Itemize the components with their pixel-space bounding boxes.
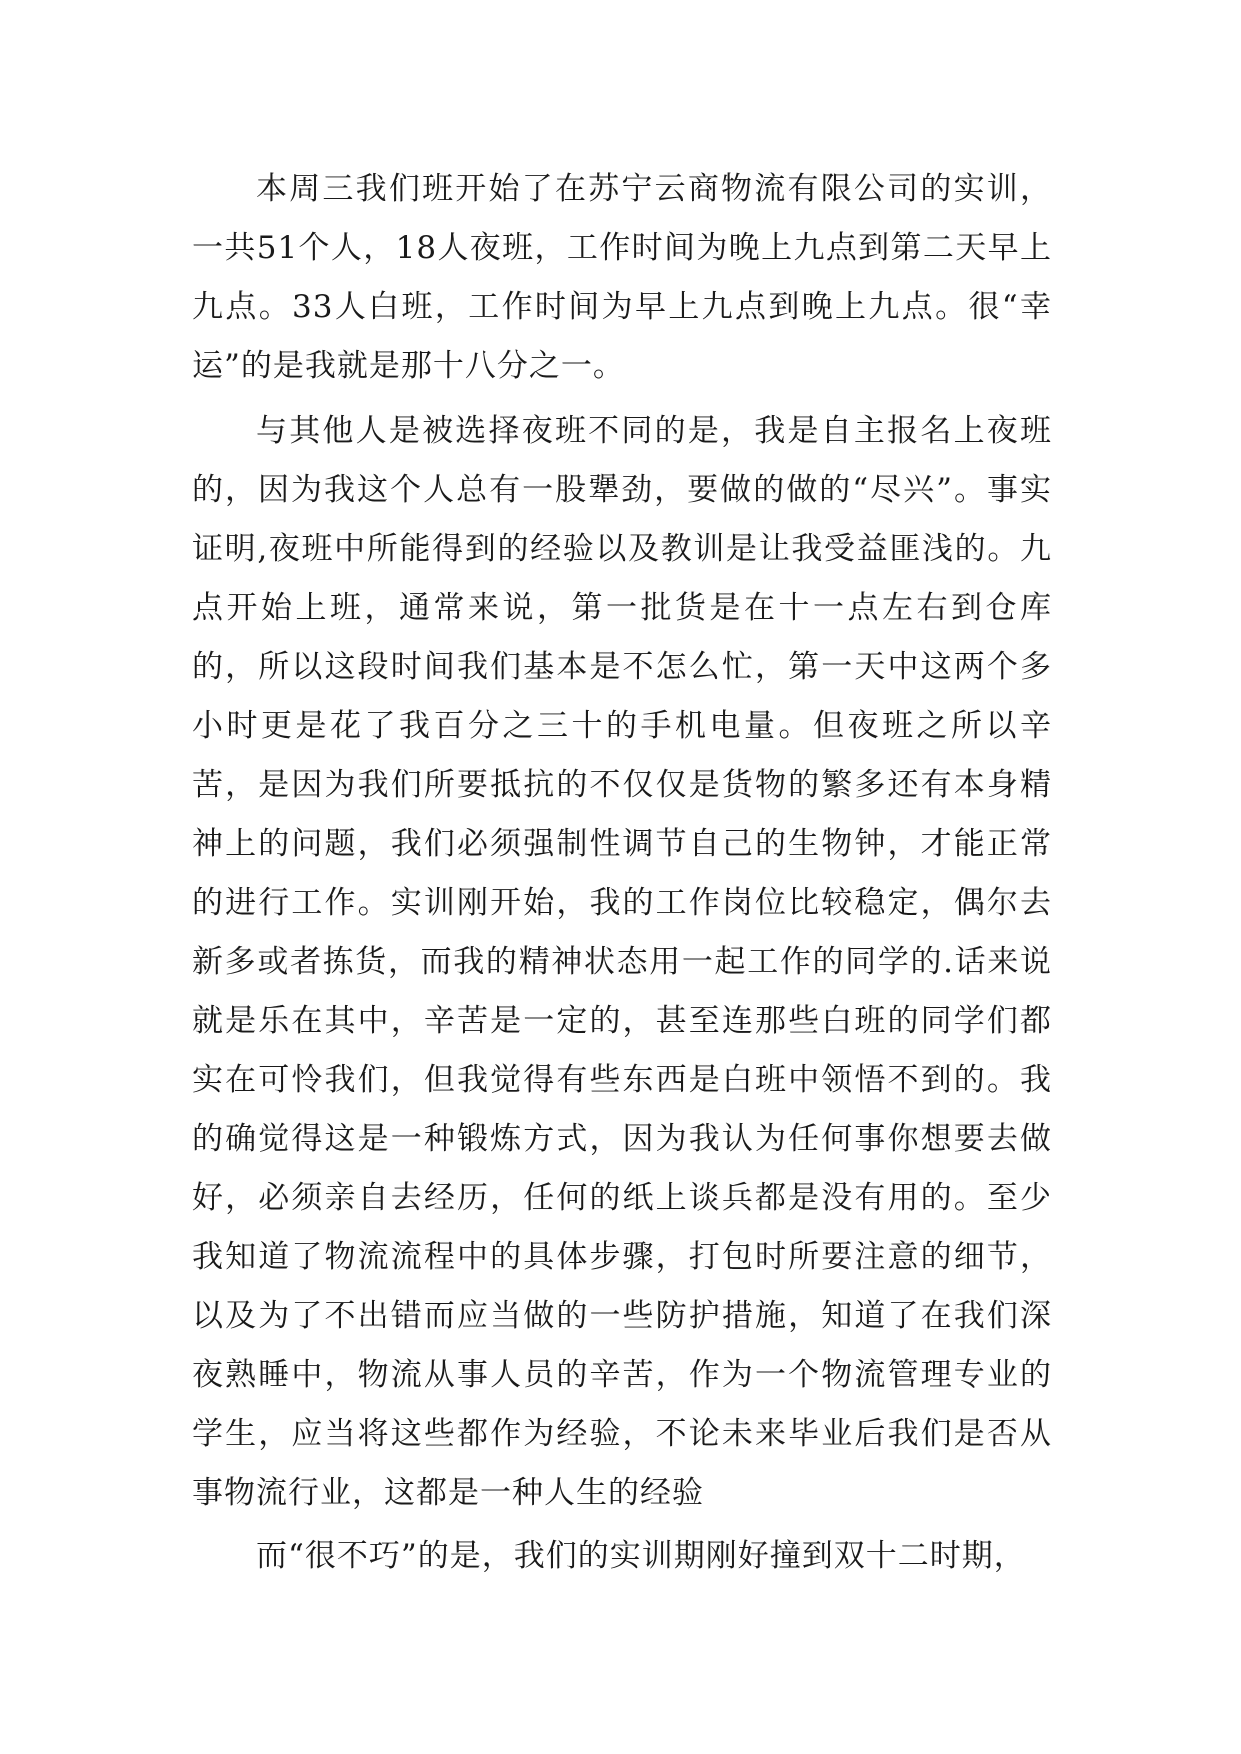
document-body [192, 160, 1052, 1586]
paragraph-3: 而“很不巧”的是，我们的实训期刚好撞到双十二时期， [256, 1538, 1026, 1574]
paragraph-2: 与其他人是被选择夜班不同的是，我是自主报名上夜班的，因为我这个人总有一股犟劲，要做的做的“尽兴”。事实证明,夜班中所能得到的经验以及教训是让我受益匪浅的。九点开始上班，通常来说，第一批货是在十一点左右到仓库的，所以这段时间我们基本是不怎么忙，第一天中这两个多小时更是花了我百分之三十的手机电量。但夜班之所以辛苦，是因为我们所要抵抗的不仅仅是货物的繁多还有本身精神上的问题，我们必须强制性调节自己的生物钟，才能正常的进行工作。实训刚开始，我的工作岗位比较稳定，偶尔去新多或者拣货，而我的精神状态用一起工作的同学的.话来说就是乐在其中，辛苦是一定的，甚至连那些白班的同学们都实在可怜我们，但我觉得有些东西是白班中领悟不到的。我的确觉得这是一种锻炼方式，因为我认为任何事你想要去做好，必须亲自去经历，任何的纸上谈兵都是没有用的。至少我知道了物流流程中的具体步骤，打包时所要注意的细节，以及为了不出错而应当做的一些防护措施，知道了在我们深夜熟睡中，物流从事人员的辛苦，作为一个物流管理专业的学生，应当将这些都作为经验，不论未来毕业后我们是否从事物流行业，这都是一种人生的经验 [192, 413, 1052, 1511]
paragraph-1: 本周三我们班开始了在苏宁云商物流有限公司的实训，一共51个人，18人夜班，工作时间为晚上九点到第二天早上九点。33人白班，工作时间为早上九点到晚上九点。很“幸运”的是我就是那十八分之一。 [192, 171, 1052, 384]
